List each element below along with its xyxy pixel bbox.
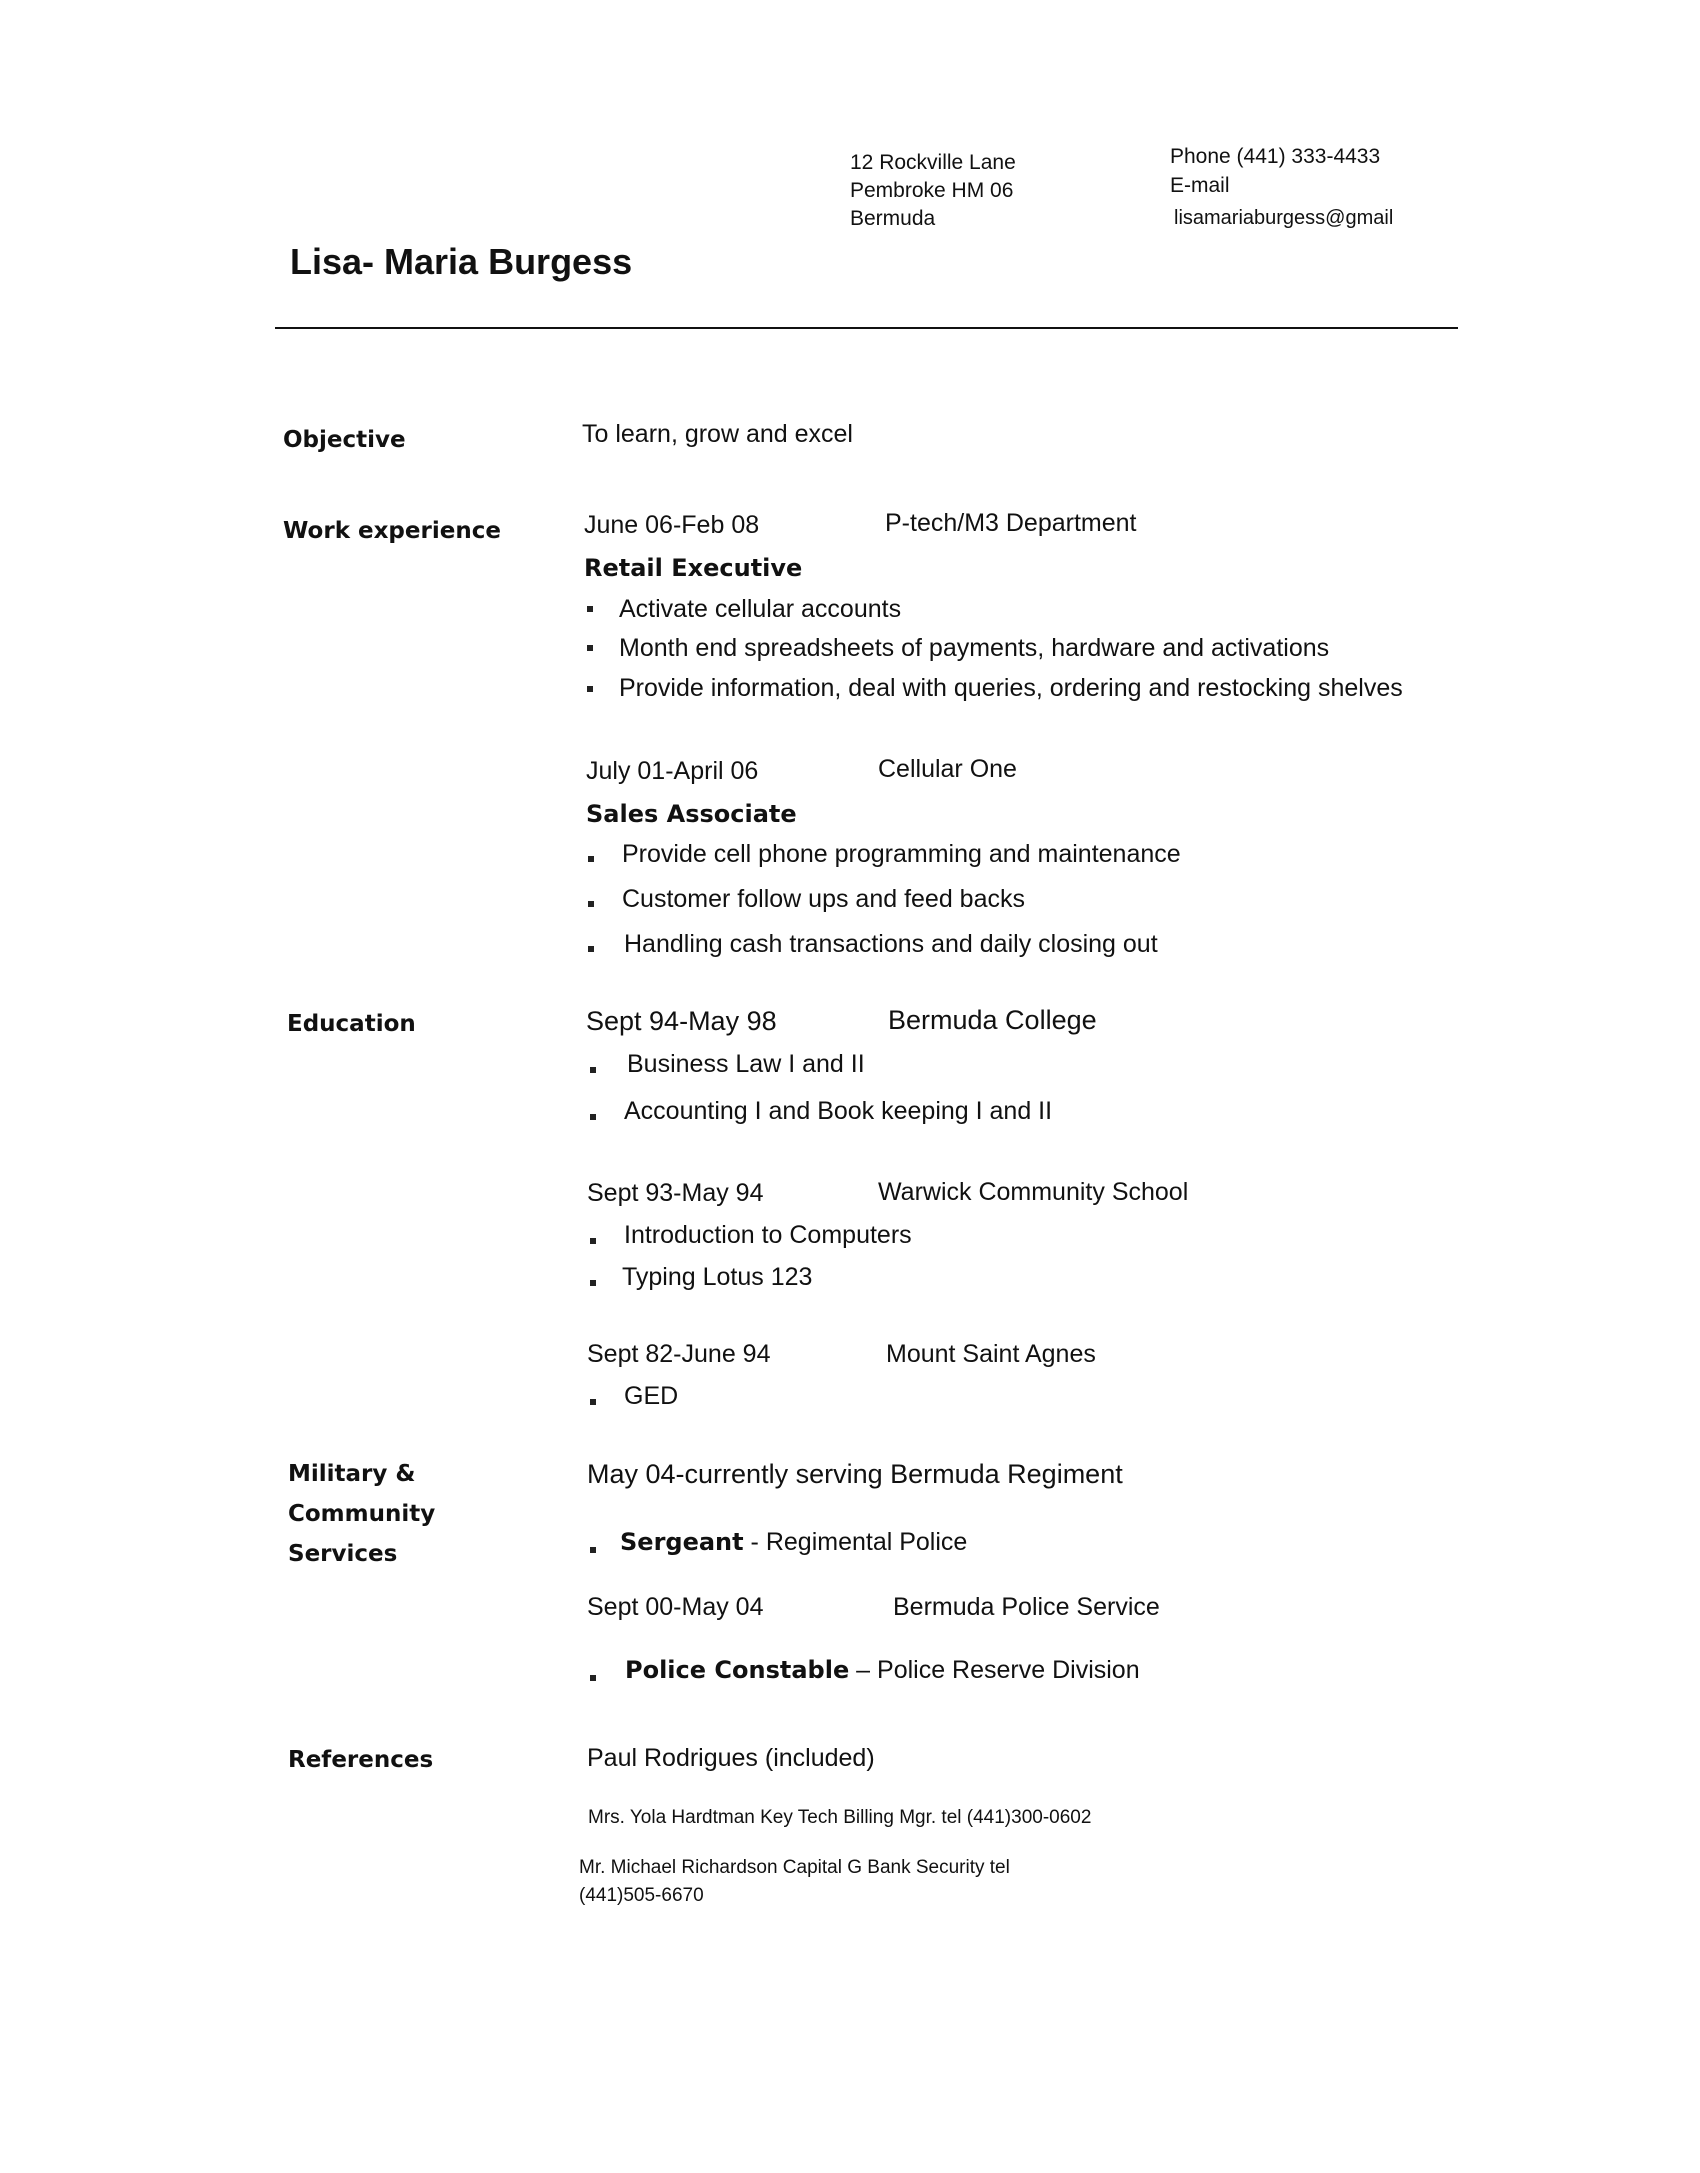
section-label-objective: Objective (283, 427, 406, 453)
bullet-icon (588, 856, 594, 862)
section-label-references: References (288, 1747, 434, 1773)
bullet-icon (587, 686, 593, 692)
job-dates: June 06-Feb 08 (584, 511, 760, 539)
job-bullet: Month end spreadsheets of payments, hardware and activations (619, 634, 1330, 662)
service-role-line (625, 1658, 1140, 1683)
phone: Phone (441) 333-4433 (1170, 145, 1381, 168)
objective-text: To learn, grow and excel (582, 420, 853, 448)
school-bullet: Introduction to Computers (624, 1221, 912, 1249)
section-label-military: Community (288, 1501, 436, 1527)
service-role: Sergeant (620, 1528, 744, 1556)
reference: Paul Rodrigues (included) (587, 1744, 875, 1772)
reference: (441)505-6670 (579, 1885, 704, 1906)
service-heading: May 04-currently serving Bermuda Regiment (587, 1459, 1123, 1489)
job-bullet: Customer follow ups and feed backs (622, 885, 1025, 913)
service-role-line (620, 1530, 967, 1555)
email: lisamariaburgess@gmail (1174, 207, 1394, 229)
school-bullet: Business Law I and II (627, 1050, 865, 1078)
service-role: Police Constable (625, 1656, 850, 1684)
section-label-military: Military & (288, 1461, 416, 1487)
bullet-icon (588, 946, 594, 952)
bullet-icon (590, 1675, 596, 1681)
school-name: Warwick Community School (878, 1178, 1189, 1206)
service-dates: Sept 00-May 04 (587, 1593, 764, 1621)
bullet-icon (590, 1114, 596, 1120)
school-dates: Sept 82-June 94 (587, 1340, 771, 1368)
bullet-icon (587, 645, 593, 651)
job-title: Sales Associate (586, 800, 797, 828)
bullet-icon (590, 1067, 596, 1073)
school-name: Bermuda College (888, 1005, 1097, 1035)
bullet-icon (587, 606, 593, 612)
job-employer: Cellular One (878, 755, 1017, 783)
job-bullet: Handling cash transactions and daily closing out (624, 930, 1158, 958)
service-detail: - Regimental Police (743, 1528, 968, 1556)
address-block (850, 152, 1016, 229)
service-detail: – Police Reserve Division (849, 1656, 1140, 1684)
candidate-name: Lisa- Maria Burgess (290, 241, 633, 282)
job-bullet: Provide cell phone programming and maintenance (622, 840, 1181, 868)
bullet-icon (590, 1238, 596, 1244)
reference: Mrs. Yola Hardtman Key Tech Billing Mgr. tel (441)300-0602 (588, 1807, 1092, 1828)
school-dates: Sept 94-May 98 (586, 1006, 777, 1036)
address-line: Bermuda (850, 207, 936, 230)
email-label: E-mail (1170, 174, 1230, 197)
section-label-work: Work experience (283, 518, 501, 544)
section-label-education: Education (287, 1011, 416, 1037)
bullet-icon (590, 1399, 596, 1405)
school-bullet: Accounting I and Book keeping I and II (624, 1097, 1053, 1125)
job-employer: P-tech/M3 Department (885, 509, 1137, 537)
school-dates: Sept 93-May 94 (587, 1179, 764, 1207)
section-label-military: Services (288, 1541, 398, 1567)
job-dates: July 01-April 06 (586, 757, 759, 785)
header-divider (275, 327, 1458, 329)
reference: Mr. Michael Richardson Capital G Bank Security tel (579, 1857, 1010, 1878)
address-line: 12 Rockville Lane (850, 151, 1016, 174)
job-bullet: Activate cellular accounts (619, 595, 902, 623)
school-bullet: GED (624, 1382, 679, 1410)
bullet-icon (590, 1547, 596, 1553)
school-name: Mount Saint Agnes (886, 1340, 1096, 1368)
job-title: Retail Executive (584, 554, 803, 582)
school-bullet: Typing Lotus 123 (622, 1263, 813, 1291)
service-org: Bermuda Police Service (893, 1593, 1160, 1621)
bullet-icon (588, 901, 594, 907)
address-line: Pembroke HM 06 (850, 179, 1014, 202)
job-bullet: Provide information, deal with queries, ordering and restocking shelves (619, 674, 1403, 702)
bullet-icon (590, 1280, 596, 1286)
